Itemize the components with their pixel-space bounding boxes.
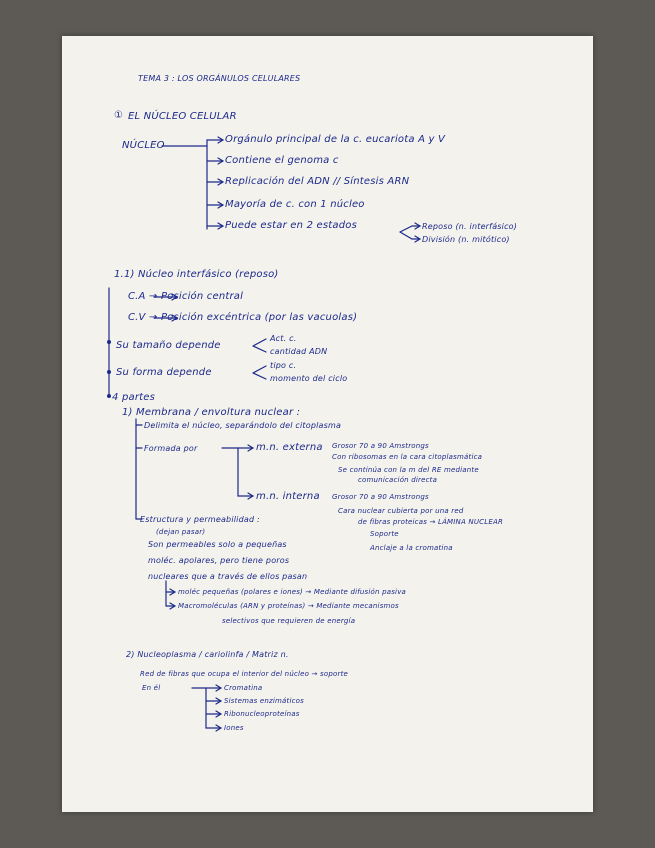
list-item: Con ribosomas en la cara citoplasmática bbox=[332, 453, 483, 461]
list-item: selectivos que requieren de energía bbox=[222, 617, 356, 625]
list-item: Se continúa con la m del RE mediante bbox=[338, 466, 479, 474]
list-item: nucleares que a través de ellos pasan bbox=[148, 572, 308, 581]
list-item: Contiene el genoma c bbox=[225, 155, 339, 166]
list-item: cantidad ADN bbox=[270, 347, 328, 356]
list-item: moléc. apolares, pero tiene poros bbox=[148, 556, 290, 565]
page-header: TEMA 3 : LOS ORGÁNULOS CELULARES bbox=[138, 74, 301, 83]
subsection-title: 1.1) Núcleo interfásico (reposo) bbox=[114, 269, 279, 280]
list-item: Iones bbox=[224, 724, 244, 732]
list-item: Delimita el núcleo, separándolo del citoplasma bbox=[144, 421, 342, 430]
list-item: En él bbox=[142, 684, 161, 692]
subsection-title: 1) Membrana / envoltura nuclear : bbox=[122, 407, 301, 418]
state-item: Reposo (n. interfásico) bbox=[422, 222, 518, 231]
list-item: Su forma depende bbox=[116, 367, 212, 378]
list-item: Cara nuclear cubierta por una red bbox=[338, 507, 464, 515]
list-item: 4 partes bbox=[112, 392, 156, 403]
list-item: de fibras proteicas → LÁMINA NUCLEAR bbox=[358, 518, 504, 526]
list-item: Macromoléculas (ARN y proteínas) → Mediante mecanismos bbox=[178, 602, 399, 610]
list-item: Act. c. bbox=[270, 334, 297, 343]
list-item: m.n. interna bbox=[256, 491, 320, 502]
section-title: EL NÚCLEO CELULAR bbox=[128, 111, 237, 122]
list-item: Orgánulo principal de la c. eucariota A y V bbox=[225, 134, 446, 145]
list-item: Cromatina bbox=[224, 684, 263, 692]
list-item: Red de fibras que ocupa el interior del núcleo → soporte bbox=[140, 670, 349, 678]
list-item: Puede estar en 2 estados bbox=[225, 220, 357, 231]
list-item: comunicación directa bbox=[358, 476, 438, 484]
list-item: momento del ciclo bbox=[270, 374, 348, 383]
subsection-title: 2) Nucleoplasma / cariolinfa / Matriz n. bbox=[126, 650, 289, 659]
list-item: Formada por bbox=[144, 444, 198, 453]
list-item: Mayoría de c. con 1 núcleo bbox=[225, 199, 365, 210]
list-item: Grosor 70 a 90 Amstrongs bbox=[332, 442, 429, 450]
list-item: Sistemas enzimáticos bbox=[224, 697, 305, 705]
list-item: Son permeables solo a pequeñas bbox=[148, 540, 287, 549]
section-number: ① bbox=[114, 110, 124, 121]
notebook-page bbox=[62, 36, 593, 812]
list-item: C.V → Posición excéntrica (por las vacuolas) bbox=[128, 312, 358, 323]
list-item: Grosor 70 a 90 Amstrongs bbox=[332, 493, 429, 501]
state-item: División (n. mitótico) bbox=[422, 235, 510, 244]
list-item: Ribonucleoproteínas bbox=[224, 710, 300, 718]
list-item: Soporte bbox=[370, 530, 399, 538]
list-item: moléc pequeñas (polares e iones) → Mediante difusión pasiva bbox=[178, 588, 407, 596]
list-item: tipo c. bbox=[270, 361, 297, 370]
list-item: Replicación del ADN // Síntesis ARN bbox=[225, 176, 410, 187]
list-item: Su tamaño depende bbox=[116, 340, 221, 351]
list-item: C.A → Posición central bbox=[128, 291, 244, 302]
list-item: m.n. externa bbox=[256, 442, 323, 453]
list-item: Estructura y permeabilidad : bbox=[140, 515, 260, 524]
tree-root: NÚCLEO bbox=[122, 140, 165, 151]
list-item: Anclaje a la cromatina bbox=[370, 544, 453, 552]
list-item: (dejan pasar) bbox=[156, 528, 206, 536]
